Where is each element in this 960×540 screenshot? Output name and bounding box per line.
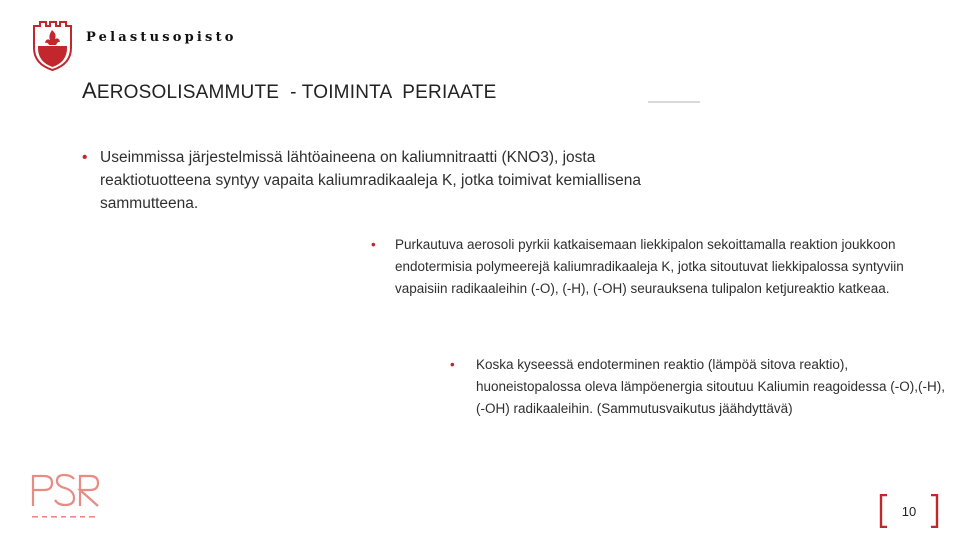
organization-name: Pelastusopisto — [86, 30, 237, 45]
slide-title — [82, 78, 496, 104]
slide-title-rest: EROSOLISAMMUTE - TOIMINTA PERIAATE — [96, 82, 497, 103]
bullet-item-3 — [450, 354, 946, 420]
bullet-item-2 — [371, 234, 935, 300]
pelastusopisto-emblem-icon — [30, 18, 75, 72]
bullet-marker: • — [82, 149, 88, 166]
bullet-item-1 — [82, 146, 700, 215]
bullet-text-1: Useimmissa järjestelmissä lähtöaineena on kaliumnitraatti (KNO3), josta reaktiotuotteena syntyy vapaita kaliumradikaaleja K, jotka toimivat kemiallisena sammutteena. — [100, 149, 642, 212]
title-accent-line — [648, 101, 700, 103]
bullet-marker: • — [371, 237, 376, 252]
page-number-box — [878, 494, 940, 528]
bullet-text-2: Purkautuva aerosoli pyrkii katkaisemaan liekkipalon sekoittamalla reaktion joukkoon endotermisia polymeerejä kaliumradikaaleja K, jotka sitoutuvat liekkipalossa syntyviin vapaisiin radikaaleihin (-O), (-H), (-OH) seurauksena tulipalon ketjureaktio katkeaa. — [395, 237, 904, 296]
bullet-marker: • — [450, 357, 455, 372]
bullet-text-3: Koska kyseessä endoterminen reaktio (lämpöä sitova reaktio), huoneistopalossa oleva lämpöenergia sitoutuu Kaliumin reagoidessa (-O),(-H),(-OH) radikaaleihin. (Sammutusvaikutus jäähdyttävä) — [476, 357, 945, 416]
page-number: 10 — [901, 504, 917, 519]
psr-logo-icon — [30, 470, 102, 522]
slide-title-initial: A — [82, 78, 97, 103]
